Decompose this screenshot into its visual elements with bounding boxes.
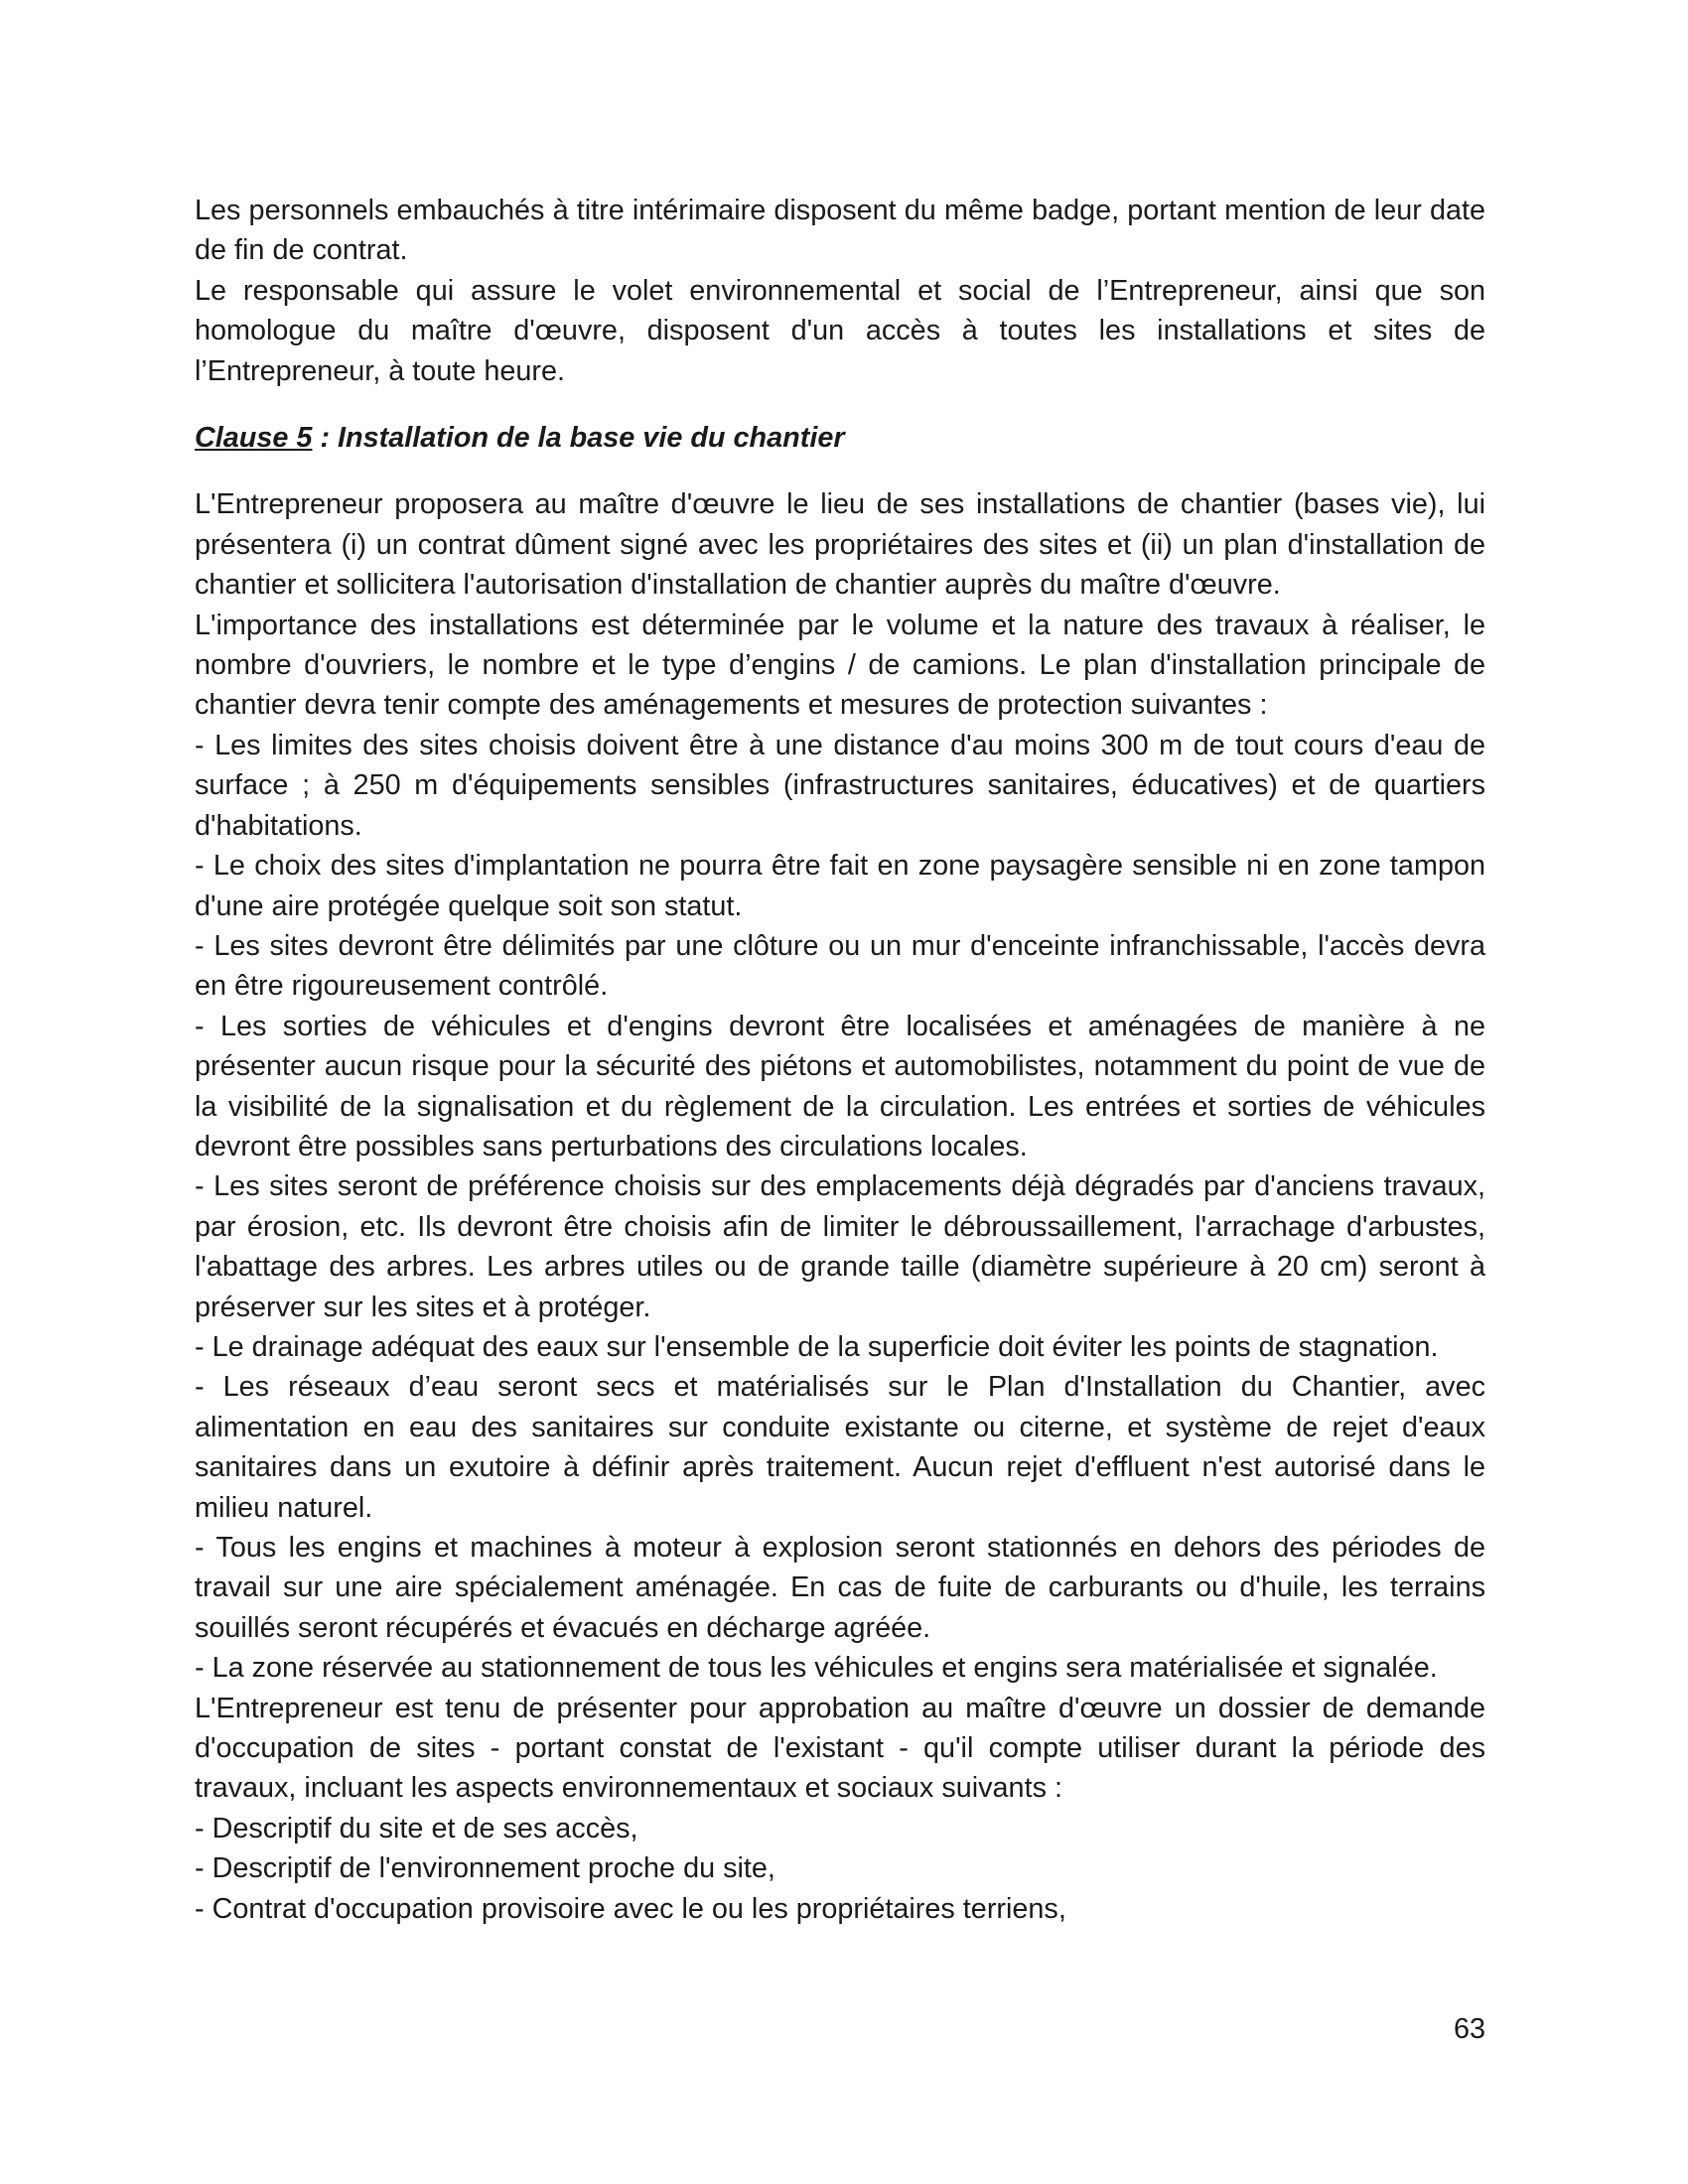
clause-separator: : [312, 422, 339, 455]
body-paragraph: L'Entrepreneur est tenu de présenter pour approbation au maître d'œuvre un dossier de demande d'occupation de sites - portant constat de l'existant - qu'il compte utiliser durant la période des travaux, incluant les aspects environnementaux et sociaux suivants : [195, 1692, 1485, 1805]
list-item: - Contrat d'occupation provisoire avec le ou les propriétaires terriens, [195, 1892, 1066, 1925]
list-item: - Descriptif de l'environnement proche du site, [195, 1852, 775, 1885]
list-item: - Tous les engins et machines à moteur à explosion seront stationnés en dehors des périodes de travail sur une aire spécialement aménagée. En cas de fuite de carburants ou d'huile, les terrains souillés seront récupérés et évacués en décharge agréée. [195, 1532, 1485, 1644]
clause-heading [195, 418, 1485, 458]
list-item: - Les réseaux d’eau seront secs et matérialisés sur le Plan d'Installation du Chantier, avec alimentation en eau des sanitaires sur conduite existante ou citerne, et système de rejet d'eaux sanitaires dans un exutoire à définir après traitement. Aucun rejet d'effluent n'est autorisé dans le milieu naturel. [195, 1371, 1485, 1524]
list-item: - Descriptif du site et de ses accès, [195, 1812, 638, 1844]
spacer [195, 391, 1485, 418]
list-item: - Le choix des sites d'implantation ne pourra être fait en zone paysagère sensible ni en zone tampon d'une aire protégée quelque soit son statut. [195, 850, 1485, 922]
list-item: - Les sites devront être délimités par une clôture ou un mur d'enceinte infranchissable, l'accès devra en être rigoureusement contrôlé. [195, 929, 1485, 1003]
page-body [195, 191, 1485, 1929]
list-item: - Les sites seront de préférence choisis sur des emplacements déjà dégradés par d'anciens travaux, par érosion, etc. Ils devront être choisis afin de limiter le débroussaillement, l'arrachage d'arbustes, l'abattage des arbres. Les arbres utiles ou de grande taille (diamètre supérieure à 20 cm) seront à préserver sur les sites et à protéger. [195, 1170, 1485, 1323]
body-paragraph: L'Entrepreneur proposera au maître d'œuvre le lieu de ses installations de chantier (bases vie), lui présentera (i) un contrat dûment signé avec les propriétaires des sites et (ii) un plan d'installation de chantier et sollicitera l'autorisation d'installation de chantier auprès du maître d'œuvre. [195, 488, 1485, 602]
list-item: - Les limites des sites choisis doivent être à une distance d'au moins 300 m de tout cours d'eau de surface ; à 250 m d'équipements sensibles (infrastructures sanitaires, éducatives) et de quartiers d'habitations. [195, 729, 1485, 842]
intro-paragraph: Le responsable qui assure le volet environnemental et social de l’Entrepreneur, ainsi que son homologue du maître d'œuvre, disposent d'un accès à toutes les installations et sites de l’Entrepreneur, à toute heure. [195, 274, 1485, 387]
list-item: - Le drainage adéquat des eaux sur l'ensemble de la superficie doit éviter les points de stagnation. [195, 1330, 1439, 1363]
list-item: - La zone réservée au stationnement de tous les véhicules et engins sera matérialisée et signalée. [195, 1652, 1438, 1685]
list-item: - Les sorties de véhicules et d'engins devront être localisées et aménagées de manière à ne présenter aucun risque pour la sécurité des piétons et automobilistes, notamment du point de vue de la visibilité de la signalisation et du règlement de la circulation. Les entrées et sorties de véhicules devront être possibles sans perturbations des circulations locales. [195, 1010, 1485, 1162]
page-number: 63 [1453, 2013, 1485, 2045]
spacer [195, 458, 1485, 484]
clause-label: Clause 5 [195, 422, 313, 455]
clause-title: Installation de la base vie du chantier [338, 422, 845, 455]
body-paragraph: L'importance des installations est déterminée par le volume et la nature des travaux à réaliser, le nombre d'ouvriers, le nombre et le type d’engins / de camions. Le plan d'installation principale de chantier devra tenir compte des aménagements et mesures de protection suivantes : [195, 609, 1485, 722]
intro-paragraph: Les personnels embauchés à titre intérimaire disposent du même badge, portant mention de leur date de fin de contrat. [195, 195, 1485, 267]
